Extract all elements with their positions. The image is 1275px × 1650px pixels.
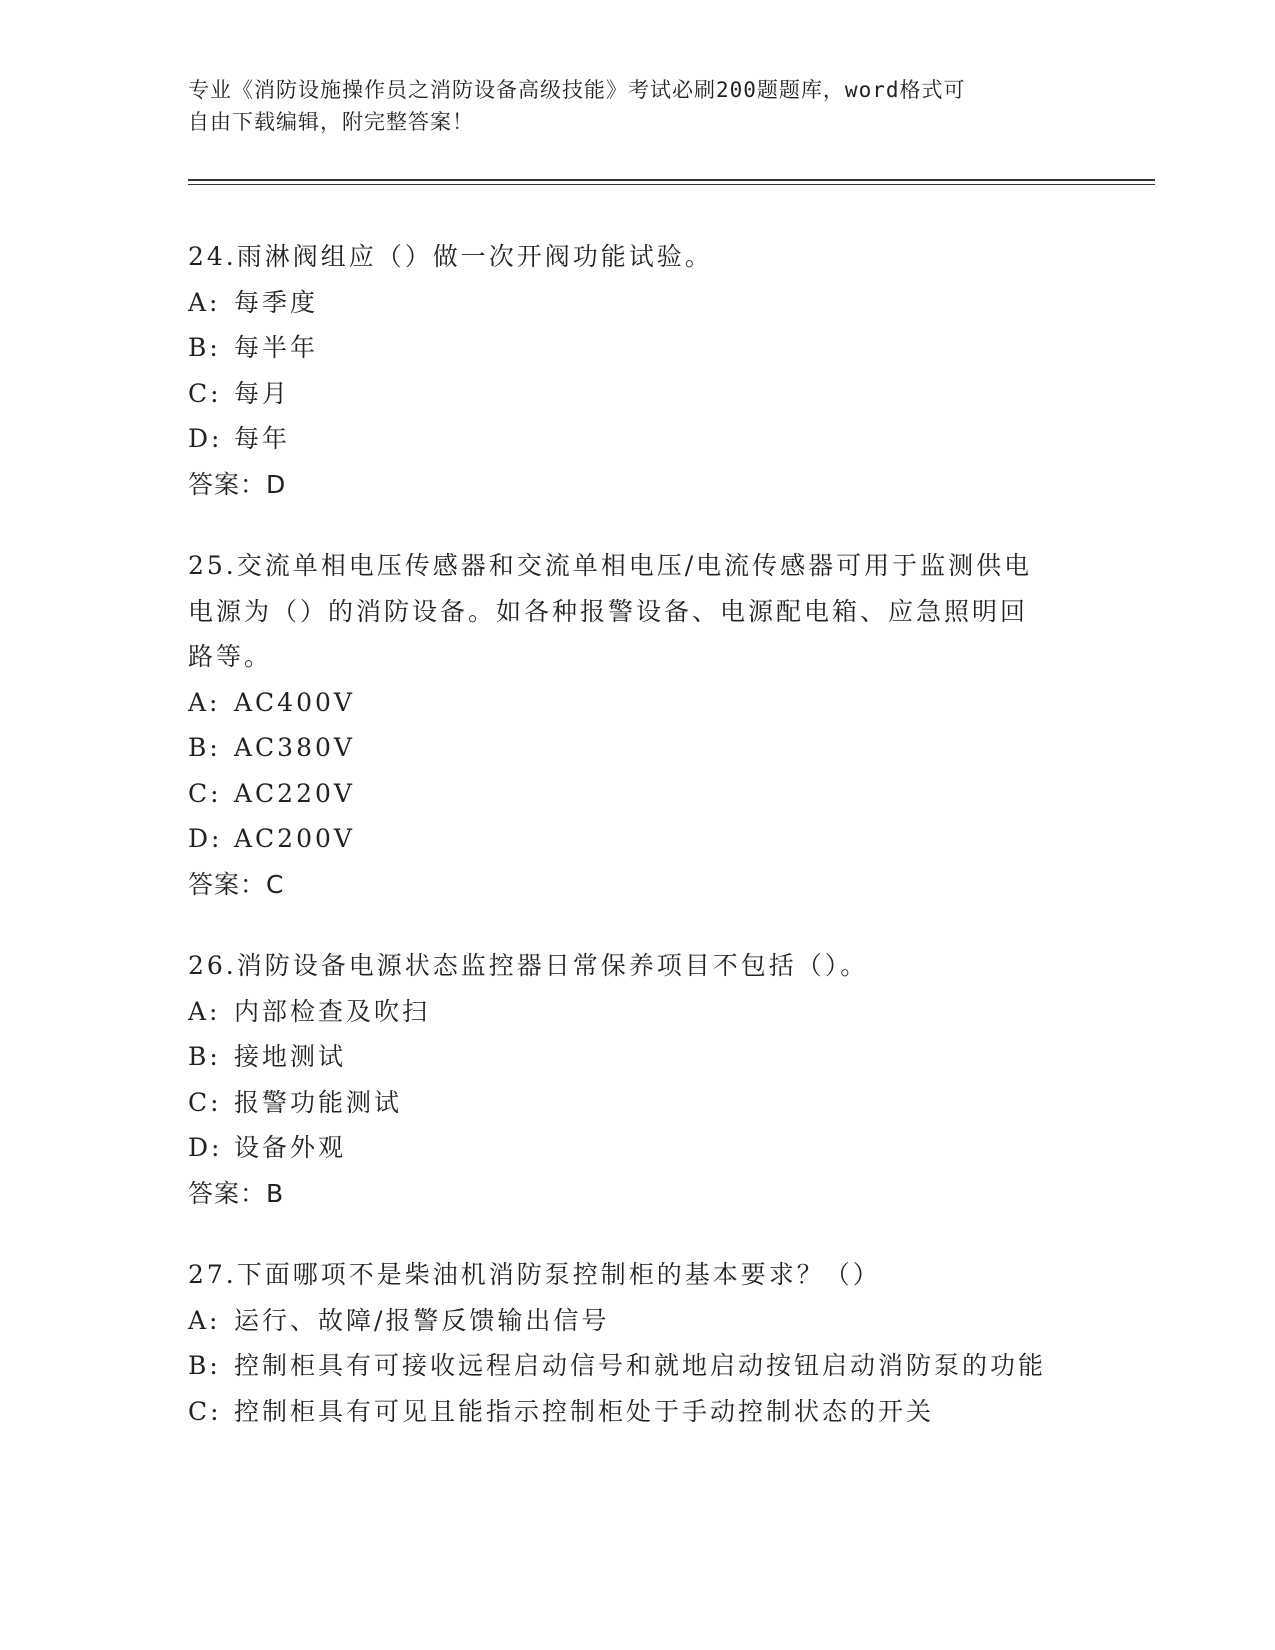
question-stem: 路等。 xyxy=(188,642,273,671)
option-letter: D: xyxy=(188,824,223,853)
option-letter: B: xyxy=(188,733,221,762)
option-d xyxy=(188,816,1088,862)
option-letter: B: xyxy=(188,1042,221,1071)
option-text: 运行、故障/报警反馈输出信号 xyxy=(234,1305,610,1335)
question-stem: 26.消防设备电源状态监控器日常保养项目不包括（）。 xyxy=(188,951,869,980)
option-a xyxy=(188,280,1088,326)
question-list xyxy=(188,234,1088,1470)
question-24 xyxy=(188,234,1088,507)
answer-line: 答案：C xyxy=(188,869,285,899)
option-d xyxy=(188,416,1088,462)
option-text: 接地测试 xyxy=(234,1042,347,1071)
option-a xyxy=(188,1298,1088,1344)
option-c xyxy=(188,771,1088,817)
option-text: AC220V xyxy=(234,778,355,808)
option-text: 每月 xyxy=(234,378,291,408)
option-text: AC380V xyxy=(234,733,355,762)
option-letter: C: xyxy=(188,778,222,808)
option-letter: A: xyxy=(188,687,221,717)
option-b xyxy=(188,325,1088,371)
option-text: 设备外观 xyxy=(234,1133,347,1162)
option-d xyxy=(188,1125,1088,1171)
option-letter: B: xyxy=(188,333,221,362)
question-stem: 25.交流单相电压传感器和交流单相电压/电流传感器可用于监测供电 xyxy=(188,551,1033,580)
option-c xyxy=(188,1389,1088,1435)
option-text: 控制柜具有可接收远程启动信号和就地启动按钮启动消防泵的功能 xyxy=(234,1351,1047,1380)
question-stem: 24.雨淋阀组应（）做一次开阀功能试验。 xyxy=(188,242,713,271)
option-c xyxy=(188,1080,1088,1126)
option-b xyxy=(188,1343,1088,1389)
option-text: 控制柜具有可见且能指示控制柜处于手动控制状态的开关 xyxy=(234,1396,935,1426)
option-letter: C: xyxy=(188,378,222,408)
header-divider-thick xyxy=(188,179,1155,181)
option-text: 报警功能测试 xyxy=(234,1087,403,1117)
option-b xyxy=(188,725,1088,771)
question-stem: 27.下面哪项不是柴油机消防泵控制柜的基本要求？（） xyxy=(188,1260,881,1289)
answer-line: 答案：B xyxy=(188,1178,285,1208)
header-line-2: 自由下载编辑，附完整答案！ xyxy=(188,110,474,134)
option-a xyxy=(188,680,1088,726)
option-letter: A: xyxy=(188,996,221,1026)
option-text: 每季度 xyxy=(234,287,319,317)
option-letter: A: xyxy=(188,1305,221,1335)
option-letter: A: xyxy=(188,287,221,317)
option-letter: C: xyxy=(188,1396,222,1426)
option-c xyxy=(188,371,1088,417)
option-text: 内部检查及吹扫 xyxy=(234,996,431,1026)
option-text: AC200V xyxy=(234,824,355,853)
question-27 xyxy=(188,1252,1088,1434)
option-b xyxy=(188,1034,1088,1080)
option-a xyxy=(188,989,1088,1035)
option-letter: D: xyxy=(188,1133,223,1162)
option-letter: C: xyxy=(188,1087,222,1117)
document-header xyxy=(188,74,1068,138)
header-divider-thin xyxy=(188,184,1155,185)
question-25 xyxy=(188,543,1088,907)
question-26 xyxy=(188,943,1088,1216)
option-letter: B: xyxy=(188,1351,221,1380)
question-stem: 电源为（）的消防设备。如各种报警设备、电源配电箱、应急照明回 xyxy=(188,596,1029,626)
option-text: 每半年 xyxy=(234,333,319,362)
option-text: 每年 xyxy=(234,424,291,453)
header-line-1: 专业《消防设施操作员之消防设备高级技能》考试必刷200题题库，word格式可 xyxy=(188,78,966,102)
answer-line: 答案：D xyxy=(188,469,287,499)
option-letter: D: xyxy=(188,424,223,453)
option-text: AC400V xyxy=(234,687,355,717)
